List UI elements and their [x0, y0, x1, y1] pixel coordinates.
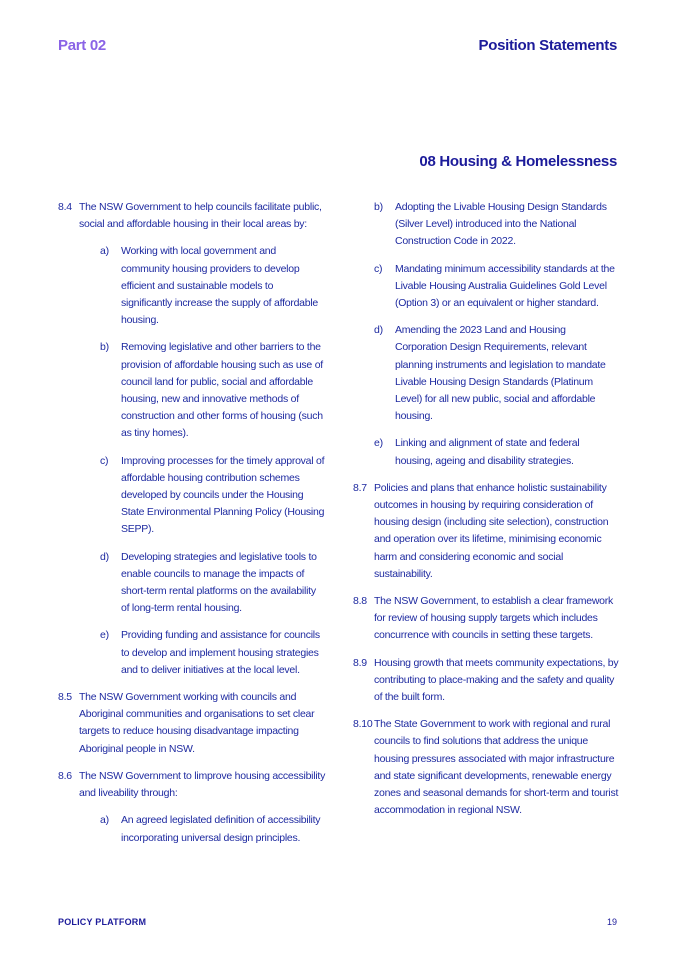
subitem-text: Improving processes for the timely approval of affordable housing contribution schemes developed by councils under the Housing State Environmental Planning Policy (Housing SEPP). [121, 454, 325, 536]
policy-item-8-6 [58, 768, 326, 847]
item-text: The NSW Government to limprove housing accessibility and liveability through: [79, 769, 326, 800]
page-number: 19 [606, 917, 617, 927]
item-number: 8.9 [353, 656, 367, 669]
subitem-text: Amending the 2023 Land and Housing Corporation Design Requirements, relevant planning instruments and legislation to mandate Livable Housing Design Standards (Platinum Level) for all new public, social and affordable housing. [395, 324, 606, 423]
footer-label: POLICY PLATFORM [58, 917, 147, 927]
subitem-letter: a) [100, 814, 109, 827]
subitem-letter: c) [100, 454, 109, 467]
subitem-text: Providing funding and assistance for councils to develop and implement housing strategies and to deliver initiatives at the local level. [121, 629, 320, 676]
subitem-text: An agreed legislated definition of accessibility incorporating universal design principles. [121, 814, 321, 844]
section-title: 08 Housing & Homelessness [419, 153, 617, 170]
part-label: Part 02 [58, 37, 106, 54]
item-text: Policies and plans that enhance holistic sustainability outcomes in housing by requiring consideration of housing design (including site selection), construction and operation over its lifetime, minimising economic harm and considering economic and social sustainability. [374, 481, 609, 580]
item-number: 8.10 [353, 718, 373, 731]
subitem-letter: e) [374, 437, 383, 450]
policy-item-8-8 [353, 593, 619, 645]
subitem-d [353, 322, 619, 425]
subitem-c [353, 261, 619, 313]
subitem-text: Adopting the Livable Housing Design Standards (Silver Level) introduced into the National Construction Code in 2022. [395, 201, 607, 248]
left-column [58, 199, 326, 857]
policy-item-8-4 [58, 199, 326, 679]
item-text: The NSW Government working with councils and Aboriginal communities and organisations to set clear targets to reduce housing disadvantage impacting Aboriginal people in NSW. [79, 691, 315, 755]
subitem-a [100, 812, 326, 846]
policy-item-8-5 [58, 689, 326, 758]
item-number: 8.4 [58, 201, 72, 213]
policy-item-8-9 [353, 655, 619, 707]
subitem-letter: e) [100, 629, 109, 642]
item-text: The State Government to work with regional and rural councils to find solutions that address the unique housing pressures associated with major infrastructure and state significant developments, renewable energy zones and seasonal demands for short-term and tourist accommodation in regional NSW. [374, 718, 619, 817]
page-header-title: Position Statements [478, 37, 617, 54]
policy-item-8-10 [353, 716, 619, 819]
subitem-e [100, 627, 326, 679]
subitem-a [100, 243, 326, 329]
subitem-letter: a) [100, 245, 109, 258]
subitem-letter: d) [100, 550, 109, 563]
subitem-text: Mandating minimum accessibility standards at the Livable Housing Australia Guidelines Gold Level (Option 3) or an equivalent or higher standard. [395, 262, 615, 310]
item-number: 8.7 [353, 481, 367, 494]
subitem-text: Linking and alignment of state and federal housing, ageing and disability strategies. [395, 437, 580, 467]
item-number: 8.6 [58, 769, 72, 782]
item-text: The NSW Government to help councils facilitate public, social and affordable housing in their local areas by: [79, 201, 322, 231]
subitem-letter: d) [374, 324, 383, 337]
policy-item-8-7 [353, 480, 619, 583]
subitem-text: Removing legislative and other barriers to the provision of affordable housing such as use of council land for public, social and affordable housing, new and innovative methods of construction and other forms of housing (such as tiny homes). [121, 341, 323, 440]
subitem-c [100, 453, 326, 539]
subitem-e [353, 435, 619, 469]
item-number: 8.8 [353, 595, 367, 608]
item-text: The NSW Government, to establish a clear framework for review of housing supply targets which includes concurrence with councils in setting these targets. [374, 595, 614, 642]
subitem-text: Working with local government and community housing providers to develop efficient and sustainable models to significantly increase the supply of affordable housing. [121, 245, 319, 327]
subitem-b [100, 339, 326, 442]
subitem-letter: b) [100, 341, 109, 354]
subitem-d [100, 549, 326, 618]
item-text: Housing growth that meets community expectations, by contributing to place-making and the safety and quality of the built form. [374, 656, 619, 704]
right-column [353, 199, 619, 830]
subitem-letter: c) [374, 262, 383, 275]
subitem-b [353, 199, 619, 251]
subitem-letter: b) [374, 201, 383, 213]
item-number: 8.5 [58, 691, 72, 704]
subitem-text: Developing strategies and legislative tools to enable councils to manage the impacts of short-term rental platforms on the availability of long-term rental housing. [121, 550, 317, 615]
